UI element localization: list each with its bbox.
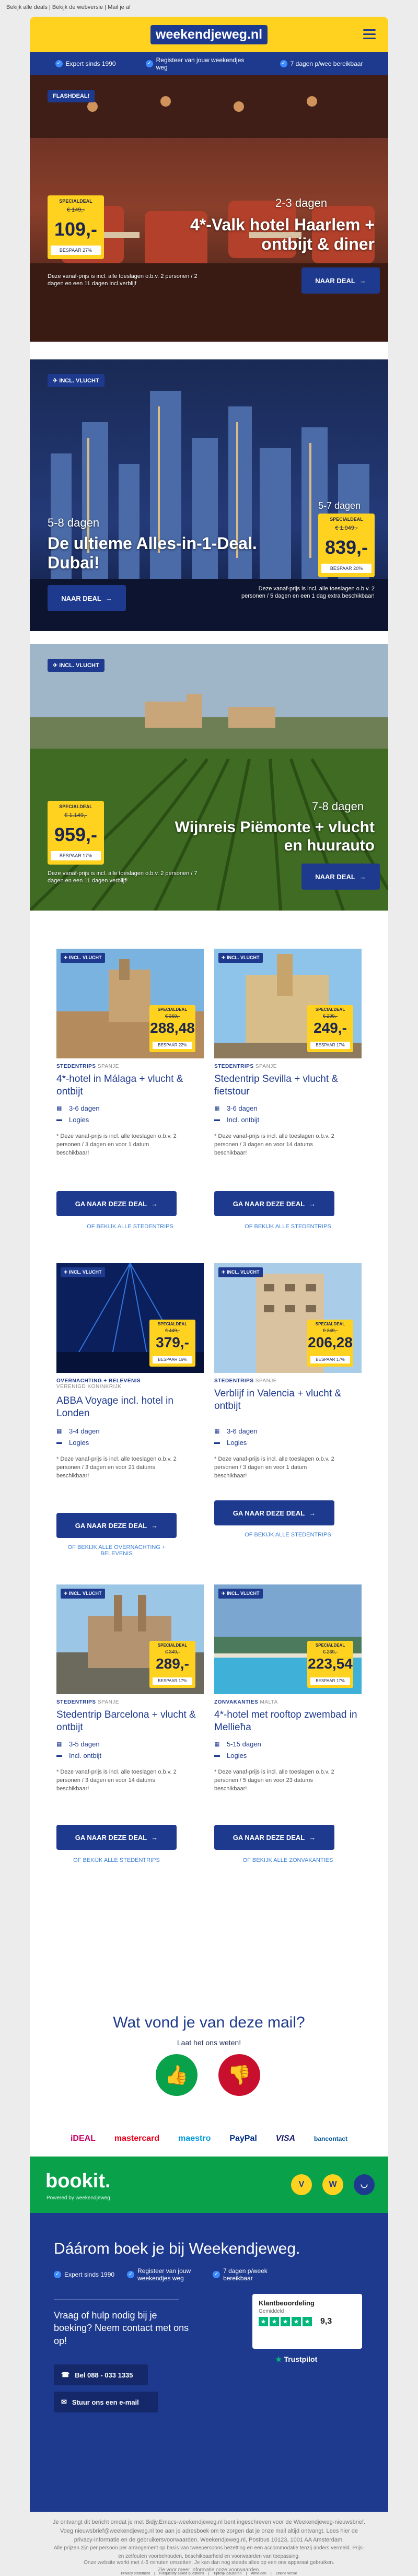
saving: BESPAAR 17% (310, 1042, 350, 1049)
product-days: ▦ 3-6 dagen (214, 1104, 258, 1112)
footer-links: Privacy statement | Frequently asked questions | Tijdelijk pauzeren | Afmelden | Online versie (121, 2572, 297, 2575)
product-title[interactable]: 4*-hotel in Málaga + vlucht & ontbijt (56, 1074, 183, 1097)
product-category: STEDENTRIPS SPANJE (214, 1064, 277, 1069)
hero-note: Deze vanaf-prijs is incl. alle toeslagen o.b.v. 2 personen / 2 dagen en een 11 dagen incl.verblijf (48, 273, 198, 287)
price-tag (149, 1320, 195, 1367)
product-days: ▦ 3-5 dagen (56, 1740, 100, 1748)
price-label: SPECIALDEAL (330, 517, 363, 522)
hero-note: Deze vanaf-prijs is incl. alle toeslagen o.b.v. 2 personen / 7 dagen en een 11 dagen verblijf! (48, 870, 198, 884)
product-card-sevilla[interactable] (214, 949, 362, 1241)
product-days: ▦ 3-6 dagen (56, 1104, 100, 1112)
check-icon: ✓ (54, 2271, 61, 2278)
price: 289,- (156, 1656, 189, 1672)
view-all-link[interactable]: OF BEKIJK ALLE STEDENTRIPS (87, 1223, 173, 1230)
naar-deal-button[interactable]: NAAR DEAL → (301, 267, 380, 294)
product-note: * Deze vanaf-prijs is incl. alle toeslagen o.b.v. 2 personen / 5 dagen en voor 23 datums beschikbaar! (214, 1769, 334, 1792)
price: 223,54 (308, 1656, 353, 1672)
feedback-subtitle: Laat het ons weten! (177, 2038, 241, 2047)
bed-icon: ▬ (56, 1116, 62, 1123)
arrow-right-icon: → (309, 1199, 316, 1208)
paypal-icon: PayPal (229, 2134, 257, 2143)
arrow-right-icon: → (151, 1521, 158, 1530)
product-note: * Deze vanaf-prijs is incl. alle toeslagen o.b.v. 2 personen / 3 dagen en voor 21 datums beschikbaar! (56, 1456, 177, 1479)
arrow-right-icon: → (151, 1199, 158, 1208)
product-card-malaga[interactable] (56, 949, 204, 1241)
price-label: SPECIALDEAL (157, 1322, 188, 1326)
bookit-logo[interactable]: bookit. (45, 2170, 111, 2192)
price-tag (307, 1320, 353, 1367)
contact-help: Vraag of hulp nodig bij je boeking? Neem contact met ons op! (54, 2310, 189, 2346)
usp-item: ✓ 7 dagen p/week bereikbaar (213, 2267, 286, 2282)
footer-link[interactable]: Tijdelijk pauzeren (213, 2572, 242, 2575)
contact-block (30, 2213, 388, 2512)
hero-deal-haarlem[interactable] (30, 75, 388, 342)
product-card-valencia[interactable] (214, 1263, 362, 1561)
calendar-icon: ▦ (56, 1741, 62, 1747)
naar-deal-button[interactable]: NAAR DEAL → (48, 585, 126, 611)
check-icon: ✓ (280, 60, 287, 67)
brand-icon-2[interactable]: W (322, 2174, 343, 2195)
saving: BESPAAR 22% (153, 1042, 192, 1049)
review-widget[interactable] (252, 2294, 362, 2349)
thumbs-down-icon[interactable]: 👎 (218, 2054, 260, 2096)
price: 109,- (54, 218, 98, 240)
price-tag (48, 801, 104, 865)
view-all-link[interactable]: OF BEKIJK ALLE OVERNACHTING + BELEVENIS (67, 1544, 166, 1557)
naar-deal-button[interactable]: NAAR DEAL → (301, 864, 380, 890)
price-label: SPECIALDEAL (59, 804, 92, 809)
product-category: STEDENTRIPS SPANJE (214, 1378, 277, 1384)
review-sub: Gemiddeld (259, 2309, 284, 2314)
price-tag (149, 1641, 195, 1688)
bed-icon: ▬ (214, 1439, 220, 1446)
footer-link[interactable]: Online versie (275, 2572, 297, 2575)
hero-title[interactable]: De ultieme Alles-in-1-Deal. Dubai! (48, 534, 257, 572)
product-card-abba[interactable] (56, 1263, 204, 1561)
calendar-icon: ▦ (214, 1105, 220, 1112)
product-category: OVERNACHTING + BELEVENIS VERENIGD KONINKRIJK (56, 1378, 141, 1390)
product-board: ▬ Incl. ontbijt (214, 1116, 260, 1124)
footer-link[interactable]: Privacy statement (121, 2572, 150, 2575)
saving: BESPAAR 16% (153, 1356, 192, 1363)
check-icon: ✓ (55, 60, 63, 67)
calendar-icon: ▦ (56, 1428, 62, 1435)
product-card-barcelona[interactable] (56, 1584, 204, 1880)
flashdeal-badge: FLASHDEAL! (48, 90, 95, 102)
price: 959,- (54, 824, 98, 845)
price-label: SPECIALDEAL (315, 1643, 345, 1648)
check-icon: ✓ (213, 2271, 220, 2278)
product-days: ▦ 3-6 dagen (214, 1427, 258, 1435)
header (30, 17, 388, 52)
visa-icon: VISA (275, 2134, 296, 2143)
check-icon: ✓ (127, 2271, 134, 2278)
footer-link[interactable]: Frequently asked questions (159, 2572, 204, 2575)
old-price: € 369,- (165, 1013, 180, 1019)
product-days: ▦ 5-15 dagen (214, 1740, 261, 1748)
saving: BESPAAR 17% (153, 1677, 192, 1685)
mastercard-icon: mastercard (114, 2134, 160, 2143)
logo-area (30, 17, 388, 52)
phone-icon: ☎ (61, 2371, 70, 2379)
hero-note: Deze vanaf-prijs is incl. alle toeslagen o.b.v. 2 personen / 5 dagen en een 1 dag extra beschikbaar! (241, 586, 375, 600)
product-board: ▬ Logies (214, 1439, 247, 1447)
hero-title[interactable]: Wijnreis Piëmonte + vlucht en huurauto (175, 819, 375, 854)
view-all-link[interactable]: OF BEKIJK ALLE STEDENTRIPS (245, 1532, 331, 1538)
go-to-deal-button[interactable]: GA NAAR DEZE DEAL → (56, 1513, 177, 1538)
arrow-right-icon: → (309, 1833, 316, 1841)
logo[interactable]: weekendjeweg.nl (150, 25, 268, 44)
maestro-icon: maestro (178, 2134, 211, 2143)
product-category: ZONVAKANTIES MALTA (214, 1699, 278, 1705)
bancontact-icon: bancontact (314, 2135, 348, 2142)
stars-icon: ★ ★ ★ ★ ★ (259, 2317, 312, 2326)
brand-icon-3[interactable]: ◡ (354, 2174, 375, 2195)
product-category: STEDENTRIPS SPANJE (56, 1699, 119, 1705)
price: 206,28 (308, 1334, 353, 1350)
incl-vlucht-badge: ✈ INCL. VLUCHT (61, 1267, 105, 1277)
arrow-right-icon: → (359, 872, 366, 881)
price: 839,- (324, 537, 368, 558)
view-all-link[interactable]: OF BEKIJK ALLE ZONVAKANTIES (242, 1857, 333, 1863)
calendar-icon: ▦ (214, 1428, 220, 1435)
price-label: SPECIALDEAL (315, 1322, 345, 1326)
saving: BESPAAR 20% (321, 564, 371, 573)
price-tag (318, 514, 375, 577)
old-price: € 149,- (66, 207, 85, 213)
arrow-right-icon: → (309, 1509, 316, 1517)
price-tag (307, 1005, 353, 1052)
footer-web-note: Onze website werkt met 4-5 minuten omzetten. Je kan dan nog steeds alles op een ons apparaat gebruiken. (84, 2560, 334, 2566)
footer-more-info: Zie voor meer informatie onze voorwaarden. (157, 2567, 261, 2573)
view-all-link[interactable]: OF BEKIJK ALLE STEDENTRIPS (73, 1857, 160, 1863)
price: 288,48 (150, 1020, 195, 1036)
price-label: SPECIALDEAL (157, 1643, 188, 1648)
arrow-right-icon: → (151, 1833, 158, 1841)
hero-days: 7-8 dagen (312, 800, 364, 813)
ideal-icon: iDEAL (70, 2134, 96, 2143)
feedback-title: Wat vond je van deze mail? (113, 2014, 305, 2031)
product-board: ▬ Incl. ontbijt (56, 1752, 102, 1759)
go-to-deal-button[interactable]: GA NAAR DEZE DEAL → (214, 1191, 334, 1216)
product-title[interactable]: Verblijf in Valencia + vlucht & ontbijt (214, 1388, 342, 1412)
incl-vlucht-badge: ✈ INCL. VLUCHT (218, 1267, 263, 1277)
product-board: ▬ Logies (214, 1752, 247, 1759)
footer-link[interactable]: Afmelden (251, 2572, 266, 2575)
price-label: SPECIALDEAL (157, 1007, 188, 1012)
footer-disclaimer: Je ontvangt dit bericht omdat je met Bidjy.Emacs-weekendjeweg.nl bent ingeschreven voor de Weekendjeweg-nieuwsbrief. Voeg nieuwsbrief@weekendjeweg.nl toe aan je adresboek om te zorgen dat je onze mail altijd ontvangt. Lees hier de privacy-informatie en de gebruikersvoorwaarden. Weekendjeweg.nl, Postbus 10123, 1001 AA Amsterdam. (52, 2519, 366, 2544)
old-price: € 249,- (322, 1328, 338, 1333)
usp-item: ✓ Expert sinds 1990 (55, 60, 116, 67)
phone-button[interactable]: ☎ Bel 088 - 033 1335 (54, 2364, 148, 2385)
product-title[interactable]: Stedentrip Barcelona + vlucht & ontbijt (56, 1709, 196, 1733)
usp-item: ✓ Expert sinds 1990 (54, 2267, 114, 2282)
product-title[interactable]: ABBA Voyage incl. hotel in Londen (56, 1395, 173, 1419)
product-note: * Deze vanaf-prijs is incl. alle toeslagen o.b.v. 2 personen / 3 dagen en voor 1 datum beschikbaar! (214, 1456, 334, 1479)
bed-icon: ▬ (56, 1439, 62, 1446)
star-icon: ★ (275, 2355, 282, 2363)
hero-days: 5-8 dagen (48, 516, 100, 529)
price-tag (48, 195, 104, 259)
topbar-link-webversion[interactable]: Bekijk de webversie (52, 4, 103, 10)
go-to-deal-button[interactable]: GA NAAR DEZE DEAL → (56, 1191, 177, 1216)
hero-deal-dubai[interactable] (30, 359, 388, 631)
old-price: € 299,- (322, 1013, 338, 1019)
hero-days: 2-3 dagen (275, 196, 328, 209)
go-to-deal-button[interactable]: GA NAAR DEZE DEAL → (214, 1825, 334, 1850)
price: 249,- (314, 1020, 347, 1036)
bed-icon: ▬ (214, 1116, 220, 1123)
saving: BESPAAR 17% (310, 1356, 350, 1363)
incl-vlucht-badge: ✈ INCL. VLUCHT (218, 1589, 263, 1599)
old-price: € 349,- (165, 1649, 180, 1654)
product-note: * Deze vanaf-prijs is incl. alle toeslagen o.b.v. 2 personen / 3 dagen en voor 1 datum beschikbaar! (56, 1133, 177, 1156)
product-title[interactable]: Stedentrip Sevilla + vlucht & fietstour (214, 1074, 339, 1097)
saving: BESPAAR 27% (51, 246, 101, 255)
usp-item: ✓ 7 dagen p/wee bereikbaar (280, 60, 363, 67)
email-button[interactable]: ✉ Stuur ons een e-mail (54, 2392, 158, 2412)
incl-vlucht-badge: ✈ INCL. VLUCHT (48, 659, 104, 672)
price-tag (149, 1005, 195, 1052)
usp-item: ✓ Registeer van jouw weekendjes weg (146, 56, 250, 72)
product-card-mellieha[interactable] (214, 1584, 362, 1880)
hero-days-right: 5-7 dagen (318, 500, 361, 511)
incl-vlucht-badge: ✈ INCL. VLUCHT (61, 953, 105, 963)
calendar-icon: ▦ (56, 1105, 62, 1112)
topbar-link-all-deals[interactable]: Bekijk alle deals (6, 4, 48, 10)
product-note: * Deze vanaf-prijs is incl. alle toeslagen o.b.v. 2 personen / 3 dagen en voor 14 datums beschikbaar! (214, 1133, 334, 1156)
old-price: € 449,- (165, 1328, 180, 1333)
product-category: STEDENTRIPS SPANJE (56, 1064, 119, 1069)
hamburger-menu-icon[interactable] (363, 29, 376, 40)
bed-icon: ▬ (56, 1752, 62, 1758)
incl-vlucht-badge: ✈ INCL. VLUCHT (218, 953, 263, 963)
hero-deal-piemonte[interactable] (30, 644, 388, 911)
incl-vlucht-badge: ✈ INCL. VLUCHT (61, 1589, 105, 1599)
topbar: Bekijk alle deals | Bekijk de webversie | Mail je af (6, 4, 131, 10)
saving: BESPAAR 17% (310, 1677, 350, 1685)
price-tag (307, 1641, 353, 1688)
usp-item: ✓ Registeer van jouw weekendjes weg (127, 2267, 200, 2282)
bed-icon: ▬ (214, 1752, 220, 1758)
footer-prices-note: Alle prijzen zijn per persoon per arrangement op basis van tweepersoons bezetting en een accommodatie tenzij anders vermeld. Prijs- en zetfouten voorbehouden, beschikbaarheid en voorwaarden van toepassing. (53, 2545, 365, 2559)
price-label: SPECIALDEAL (315, 1007, 345, 1012)
old-price: € 1.149,- (64, 812, 87, 819)
hero-title[interactable]: 4*-Valk hotel Haarlem + ontbijt & diner (190, 215, 375, 253)
contact-usp (54, 2267, 367, 2282)
price-label: SPECIALDEAL (59, 199, 92, 204)
view-all-link[interactable]: OF BEKIJK ALLE STEDENTRIPS (245, 1223, 331, 1230)
contact-title: Dáárom boek je bij Weekendjeweg. (54, 2240, 300, 2257)
mail-icon: ✉ (61, 2398, 67, 2406)
review-score: 9,3 (320, 2317, 332, 2326)
bookit-banner (30, 2157, 388, 2213)
topbar-link-unsubscribe[interactable]: Mail je af (108, 4, 131, 10)
product-board: ▬ Logies (56, 1116, 89, 1124)
product-board: ▬ Logies (56, 1439, 89, 1447)
product-note: * Deze vanaf-prijs is incl. alle toeslagen o.b.v. 2 personen / 3 dagen en voor 14 datums beschikbaar! (56, 1769, 177, 1792)
bookit-sub: Powered by weekendjeweg (47, 2195, 110, 2201)
usp-bar (30, 52, 388, 75)
brand-icon-1[interactable]: V (291, 2174, 312, 2195)
go-to-deal-button[interactable]: GA NAAR DEZE DEAL → (214, 1500, 334, 1525)
arrow-right-icon: → (105, 594, 112, 602)
incl-vlucht-badge: ✈ INCL. VLUCHT (48, 374, 104, 387)
go-to-deal-button[interactable]: GA NAAR DEZE DEAL → (56, 1825, 177, 1850)
review-title: Klantbeoordeling (259, 2299, 315, 2307)
old-price: € 269,- (322, 1649, 338, 1654)
saving: BESPAAR 17% (51, 851, 101, 860)
check-icon: ✓ (146, 60, 153, 67)
price: 379,- (156, 1334, 189, 1350)
trustpilot-logo: ★ Trustpilot (275, 2355, 318, 2363)
calendar-icon: ▦ (214, 1741, 220, 1747)
thumbs-up-icon[interactable]: 👍 (156, 2054, 198, 2096)
product-title[interactable]: 4*-hotel met rooftop zwembad in Mellieħa (214, 1709, 357, 1733)
arrow-right-icon: → (359, 276, 366, 285)
old-price: € 1.049,- (335, 525, 358, 531)
product-days: ▦ 3-4 dagen (56, 1427, 100, 1435)
payment-methods (30, 2121, 388, 2157)
